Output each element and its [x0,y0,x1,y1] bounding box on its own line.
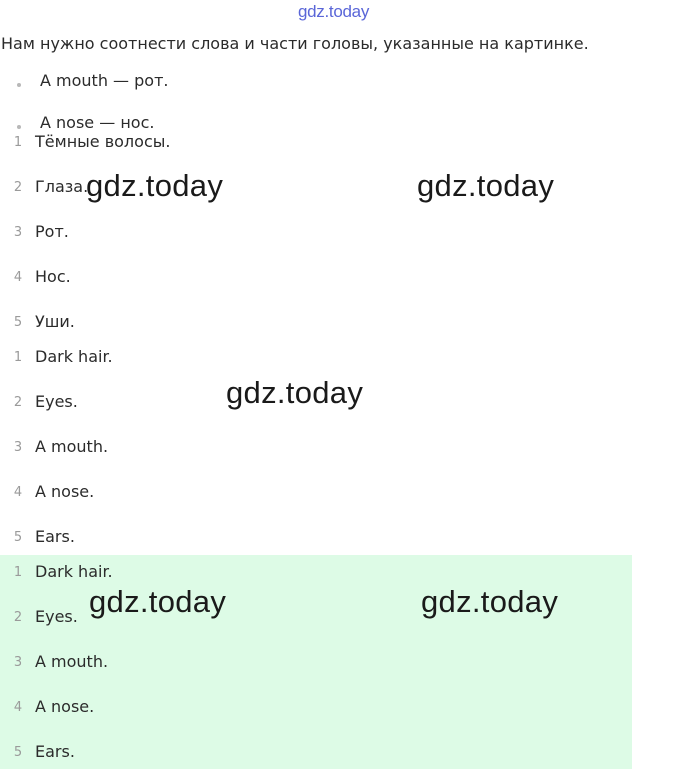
watermark-text: gdz.today [89,584,227,619]
list-item [0,222,680,246]
bullet-dot-icon [17,125,21,129]
list-item [0,312,680,336]
list-item-text: Нос. [35,267,71,286]
list-item-number: 4 [13,700,23,715]
bullet-text: A nose — нос. [40,113,155,132]
list-item-text: Eyes. [35,607,78,626]
list-item [0,527,680,551]
watermark-text: gdz.today [226,375,364,410]
list-item [0,562,680,586]
list-item-text: A nose. [35,482,95,501]
list-item-number: 5 [13,530,23,545]
list-item [0,267,680,291]
watermark-text: gdz.today [421,584,559,619]
list-item-number: 2 [13,395,23,410]
list-item [0,697,680,721]
list-item-text: Ears. [35,527,75,546]
list-item [0,347,680,371]
top-watermark-text: gdz.today [298,2,370,21]
list-item [0,742,680,766]
list-item-number: 5 [13,315,23,330]
bullet-dot-icon [17,83,21,87]
list-item-number: 3 [13,655,23,670]
list-item-text: Ears. [35,742,75,761]
bullet-list [0,60,680,132]
bullet-text: A mouth — рот. [40,71,169,90]
task-intro-text: Нам нужно соотнести слова и части головы, указанные на картинке. [1,34,589,53]
list-item-text: A mouth. [35,437,109,456]
list-item-text: A nose. [35,697,95,716]
list-item [0,482,680,506]
list-item-text: Eyes. [35,392,78,411]
list-item-number: 5 [13,745,23,760]
list-item-number: 2 [13,180,23,195]
list-item-text: Уши. [35,312,75,331]
list-item-number: 1 [13,565,23,580]
list-item-number: 4 [13,485,23,500]
list-item-text: Dark hair. [35,347,113,366]
list-item-text: A mouth. [35,652,109,671]
list-item-text: Тёмные волосы. [35,132,171,151]
list-item-number: 1 [13,350,23,365]
bullet-item [0,71,680,95]
list-item-text: Глаза. [35,177,89,196]
list-item-number: 4 [13,270,23,285]
list-item-text: Рот. [35,222,69,241]
list-item-number: 3 [13,440,23,455]
list-item-text: Dark hair. [35,562,113,581]
list-item-number: 1 [13,135,23,150]
watermark-text: gdz.today [86,168,224,203]
list-item [0,652,680,676]
list-item-number: 2 [13,610,23,625]
list-item [0,437,680,461]
list-item [0,132,680,156]
list-item-number: 3 [13,225,23,240]
watermark-text: gdz.today [417,168,555,203]
